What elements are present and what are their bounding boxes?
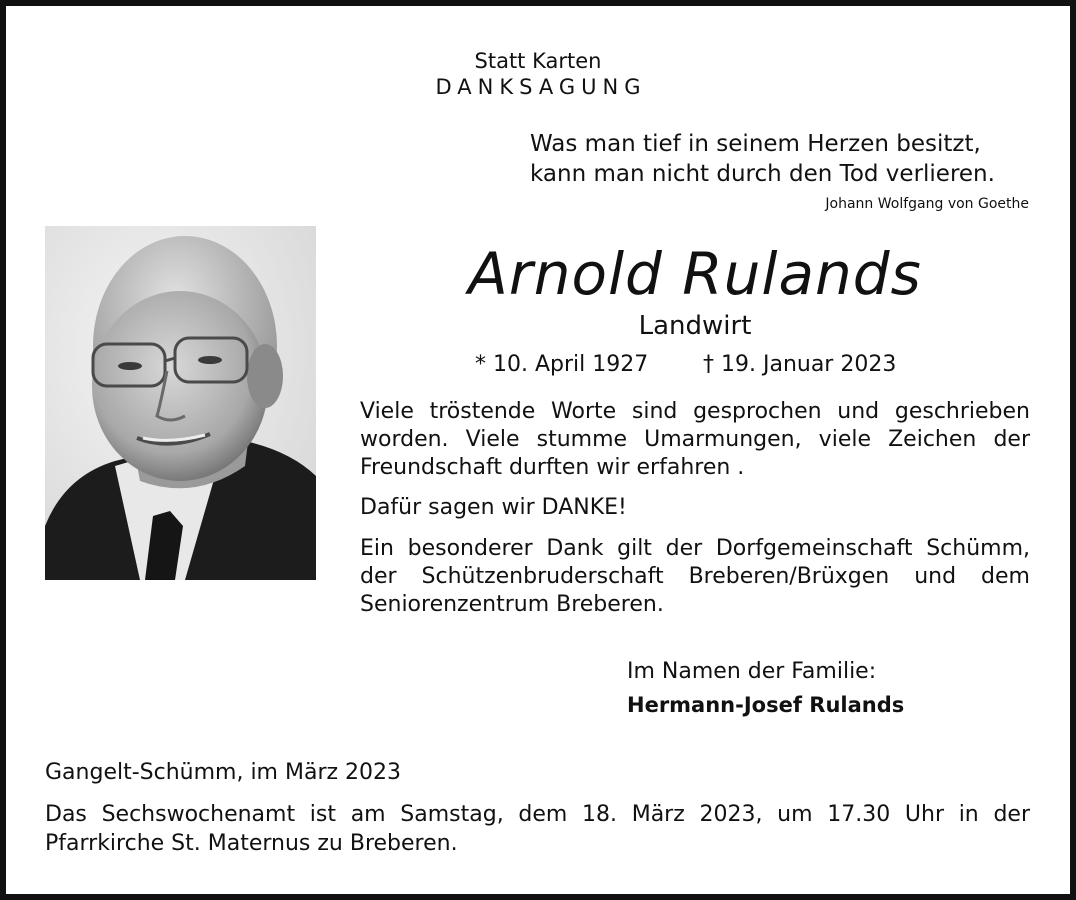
header-danksagung: DANKSAGUNG xyxy=(435,75,647,99)
service-announcement: Das Sechswochenamt ist am Samstag, dem 18. März 2023, um 17.30 Uhr in der Pfarrkirche St. Maternus zu Breberen. xyxy=(45,802,1030,856)
death-date: † 19. Januar 2023 xyxy=(703,352,897,377)
quote-line-1: Was man tief in seinem Herzen besitzt, xyxy=(530,131,981,157)
birth-date: * 10. April 1927 xyxy=(475,352,649,377)
quote-author: Johann Wolfgang von Goethe xyxy=(825,196,1029,212)
deceased-name: Arnold Rulands xyxy=(468,240,922,308)
thanks-paragraph-2: Dafür sagen wir DANKE! xyxy=(360,495,627,520)
place-date: Gangelt-Schümm, im März 2023 xyxy=(45,760,402,785)
portrait-photo xyxy=(45,226,316,580)
quote xyxy=(530,129,995,189)
thanks-paragraph-1: Viele tröstende Worte sind gesprochen und geschrieben worden. Viele stumme Umarmungen, viele Zeichen der Freundschaft durften wir erfahren . xyxy=(360,399,1030,480)
family-label: Im Namen der Familie: xyxy=(627,659,877,684)
deceased-occupation: Landwirt xyxy=(638,311,752,341)
thanks-paragraph-3: Ein besonderer Dank gilt der Dorfgemeinschaft Schümm, der Schützenbruderschaft Breberen/Brüxgen und dem Seniorenzentrum Breberen. xyxy=(360,536,1030,617)
quote-line-2: kann man nicht durch den Tod verlieren. xyxy=(530,161,995,187)
family-signature-name: Hermann-Josef Rulands xyxy=(627,693,905,717)
header-statt-karten: Statt Karten xyxy=(474,49,602,73)
